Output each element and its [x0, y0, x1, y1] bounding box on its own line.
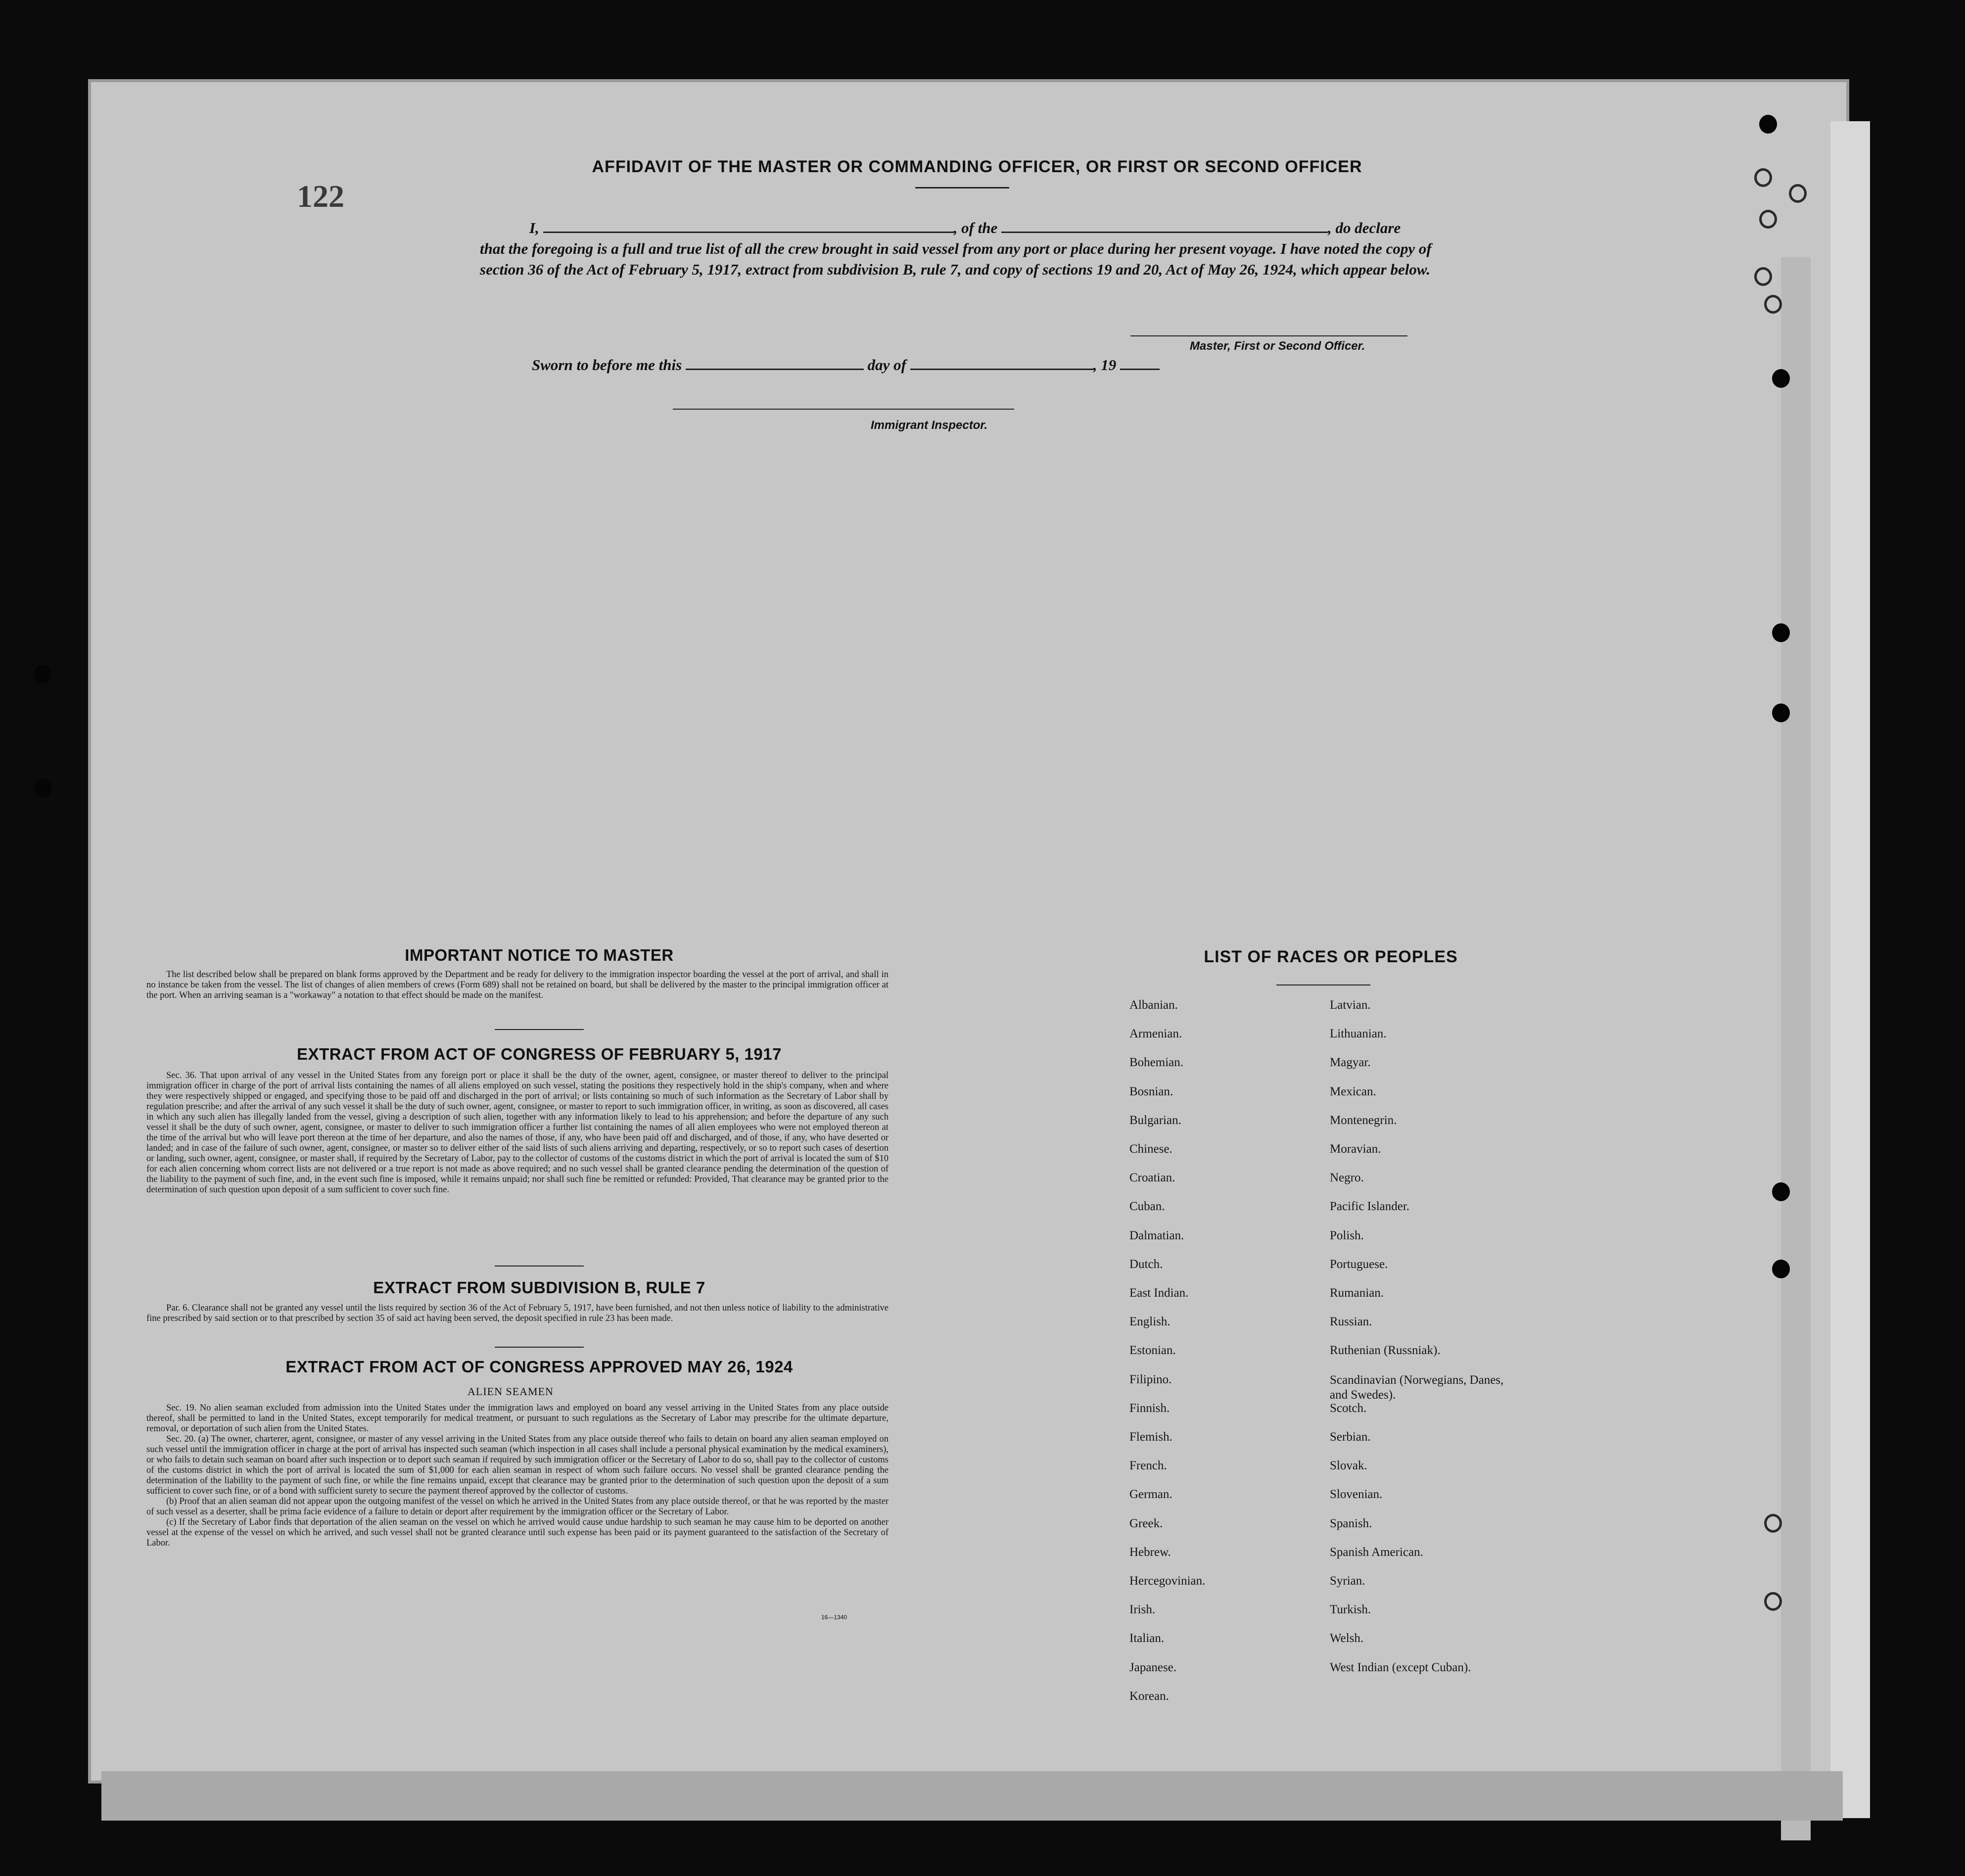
extract-1917-paragraph: Sec. 36. That upon arrival of any vessel in the United States from any foreign port or place it shall be the duty of the owner, agent, consignee, or master thereof to deliver to the principal immigration officer in charge of the port of arrival lists containing the names of all aliens employed on such vessel, stating the positions they respectively hold in the ship's company, when and where they were respectively shipped or engaged, and specifying those to be paid off and discharged in the port of arrival; or lists containing so much of such information as the Secretary of Labor shall by regulation prescribe; and after the arrival of any such vessel it shall be the duty of such owner, agent, consignee, or master to report to such immigration officer, in writing, as soon as discovered, all cases in which any such alien has illegally landed from the vessel, giving a description of such alien, together with any information likely to lead to his apprehension; and before the departure of any such vessel it shall be the duty of such owner, agent, consignee, or master to deliver to such immigration officer a further list containing the names of all alien employees who were not employed thereon at the time of the arrival but who will leave port thereon at the time of her departure, and also the names of those, if any, who have been paid off and discharged, and of those, if any, who have deserted or landed; and in case of the failure of such owner, agent, consignee, or master so to deliver either of the said lists of such aliens arriving and departing, respectively, or so to report such cases of desertion or landing, such owner, agent, consignee, or master shall, if required by the Secretary of Labor, pay to the collector of customs of the customs district in which the port of arrival is located the sum of $10 for each alien concerning whom correct lists are not delivered or a true report is not made as above required; and no such vessel shall be granted clearance pending the determination of the question of the liability to the payment of such fine, and, in the event such fine is imposed, while it remains unpaid; nor shall such fine be remitted or refunded: Provided, That clearance may be granted prior to the determination of such question upon deposit of a sum sufficient to cover such fine.	[146, 1071, 889, 1195]
notice-title: IMPORTANT NOTICE TO MASTER	[405, 946, 674, 964]
affidavit-body: that the foregoing is a full and true list of all the crew brought in said vessel from any port or place during her present voyage. I have noted the copy of section 36 of the Act of February 5, 1917, extract from subdivision B, rule 7, and copy of sections 19 and 20, Act of May 26, 1924, which appear below.	[480, 240, 1432, 278]
race-item: Slovenian.	[1330, 1488, 1383, 1501]
rule7-title: EXTRACT FROM SUBDIVISION B, RULE 7	[373, 1278, 705, 1297]
binder-ring-icon	[1759, 210, 1777, 229]
race-item: Mexican.	[1330, 1084, 1376, 1098]
race-item: Ruthenian (Russniak).	[1330, 1344, 1441, 1358]
binder-hole-icon	[1772, 369, 1790, 388]
binder-hole-icon	[1772, 1260, 1790, 1278]
race-item: Korean.	[1129, 1689, 1169, 1703]
binder-ring-icon	[1754, 168, 1772, 187]
race-item: Serbian.	[1330, 1430, 1371, 1444]
race-item: French.	[1129, 1459, 1167, 1473]
binder-ring-icon	[1754, 267, 1772, 286]
sec20c-paragraph: (c) If the Secretary of Labor finds that deportation of the alien seaman on the vessel on which he arrived would cause undue hardship to such seaman he may cause him to be deported on another vessel at the expense of the vessel on which he arrived, and such vessel shall not be granted clearance until such expense has been paid or its payment guaranteed to the satisfaction of the Secretary of Labor.	[146, 1517, 889, 1548]
race-item: Polish.	[1330, 1228, 1364, 1242]
race-item: East Indian.	[1129, 1286, 1189, 1300]
affidavit-of-the: , of the	[953, 219, 998, 236]
race-item: Finnish.	[1129, 1401, 1170, 1415]
binder-hole-icon	[34, 779, 51, 797]
race-item: Rumanian.	[1330, 1286, 1384, 1300]
sworn-line	[532, 356, 1160, 374]
affidavit-title: AFFIDAVIT OF THE MASTER OR COMMANDING OFFICER, OR FIRST OR SECOND OFFICER	[592, 157, 1362, 176]
binder-hole-icon	[1772, 704, 1790, 722]
race-item: Bulgarian.	[1129, 1113, 1181, 1127]
binder-ring-icon	[1789, 184, 1807, 203]
affidavit-do-declare: , do declare	[1328, 219, 1401, 236]
extract-1924-title: EXTRACT FROM ACT OF CONGRESS APPROVED MAY 26, 1924	[285, 1358, 793, 1376]
notice-body	[146, 970, 889, 1001]
binder-hole-icon	[1759, 115, 1777, 134]
race-item: Irish.	[1129, 1603, 1156, 1617]
race-item: Welsh.	[1330, 1632, 1364, 1645]
race-item: Scotch.	[1330, 1401, 1367, 1415]
race-item: Scandinavian (Norwegians, Danes, and Swedes).	[1330, 1373, 1504, 1402]
race-item: Chinese.	[1129, 1142, 1172, 1156]
race-item: Spanish.	[1330, 1516, 1372, 1530]
sworn-year: , 19	[1093, 356, 1117, 374]
vessel-blank	[1001, 222, 1328, 233]
race-item: Spanish American.	[1330, 1545, 1423, 1559]
sworn-year-blank	[1120, 359, 1160, 370]
race-item: Albanian.	[1129, 998, 1178, 1012]
binder-ring-icon	[1764, 295, 1782, 314]
name-blank	[543, 222, 954, 233]
sworn-date-blank	[686, 359, 864, 370]
sec19-paragraph: Sec. 19. No alien seaman excluded from admission into the United States under the immigration laws and employed on board any vessel arriving in the United States from any place outside thereof, shall be permitted to land in the United States, except temporarily for medical treatment, or pursuant to such regulations as the Secretary of Labor may prescribe for the ultimate departure, removal, or deportation of such alien from the United States.	[146, 1403, 889, 1434]
race-item: Latvian.	[1330, 998, 1371, 1012]
sec20b-paragraph: (b) Proof that an alien seaman did not appear upon the outgoing manifest of the vessel on which he arrived in the United States from any place outside thereof, or that he was reported by the master of such vessel as a deserter, shall be prima facie evidence of a failure to detain or deport after requirement by the immigration officer or the Secretary of Labor.	[146, 1497, 889, 1517]
affidavit-statement	[480, 218, 1450, 280]
inspector-signature-line	[673, 409, 1014, 410]
inspector-label: Immigrant Inspector.	[871, 419, 988, 432]
rule7-paragraph: Par. 6. Clearance shall not be granted any vessel until the lists required by section 36 of the Act of February 5, 1917, have been furnished, and not then unless notice of liability to the administrative fine prescribed by said section or to that prescribed by section 35 of said act having been served, the deposit specified in rule 23 has been made.	[146, 1303, 889, 1323]
race-item: Moravian.	[1330, 1142, 1381, 1156]
underlying-page-edge	[1781, 257, 1811, 1840]
sworn-day-of: day of	[867, 356, 906, 374]
race-item: Bohemian.	[1129, 1056, 1184, 1070]
affidavit-first-line	[480, 218, 1450, 238]
race-item: Turkish.	[1330, 1603, 1371, 1617]
alien-seamen-subtitle: ALIEN SEAMEN	[468, 1385, 554, 1398]
race-item: Lithuanian.	[1330, 1027, 1387, 1041]
race-item: Greek.	[1129, 1516, 1163, 1530]
race-item: Portuguese.	[1330, 1257, 1388, 1271]
extract-1917-body	[146, 1071, 889, 1195]
race-item: Dutch.	[1129, 1257, 1163, 1271]
race-item: Italian.	[1129, 1632, 1165, 1645]
rule7-body	[146, 1303, 889, 1324]
race-item: Dalmatian.	[1129, 1228, 1184, 1242]
sworn-month-blank	[910, 359, 1093, 370]
race-item: Japanese.	[1129, 1660, 1177, 1674]
race-item: Syrian.	[1330, 1574, 1365, 1588]
page-number: 122	[297, 179, 344, 214]
race-item: Cuban.	[1129, 1200, 1165, 1214]
race-item: Negro.	[1330, 1171, 1364, 1185]
section-rule	[495, 1347, 584, 1348]
race-item: Armenian.	[1129, 1027, 1182, 1041]
master-signature-line	[1130, 335, 1407, 336]
race-item: Magyar.	[1330, 1056, 1371, 1070]
extract-1917-title: EXTRACT FROM ACT OF CONGRESS OF FEBRUARY 5, 1917	[297, 1045, 782, 1063]
extract-1924-body	[146, 1403, 889, 1548]
race-item: Croatian.	[1129, 1171, 1175, 1185]
master-signature-label: Master, First or Second Officer.	[1190, 339, 1365, 353]
binder-hole-icon	[1772, 1182, 1790, 1201]
sec20a-paragraph: Sec. 20. (a) The owner, charterer, agent, consignee, or master of any vessel arriving in the United States from any place outside thereof who fails to detain on board any alien seaman employed on such vessel until the immigration officer in charge at the port of arrival has inspected such seaman (which inspection in all cases shall include a personal physical examination by the medical examiners), or who fails to detain such seaman on board after such inspection or to deport such seaman if required by such immigration officer or the Secretary of Labor to do so, shall pay to the collector of customs of the customs district in which the port of arrival is located the sum of $1,000 for each alien seaman in respect of whom such failure occurs. No vessel shall be granted clearance pending the determination of the liability to the payment of such fine, or while the fine remains unpaid, except that clearance may be granted prior to the determination of such question upon the deposit of a sum sufficient to cover such fine, or of a bond with sufficient surety to secure the payment thereof approved by the collector of customs.	[146, 1434, 889, 1496]
race-item: Hebrew.	[1129, 1545, 1171, 1559]
race-item: Hercegovinian.	[1129, 1574, 1206, 1588]
underlying-page-edge-right	[1830, 121, 1870, 1818]
binder-hole-icon	[34, 665, 51, 684]
races-title: LIST OF RACES OR PEOPLES	[1204, 947, 1458, 966]
race-item: Bosnian.	[1129, 1084, 1173, 1098]
race-item: Estonian.	[1129, 1344, 1176, 1358]
race-item: Filipino.	[1129, 1372, 1172, 1386]
race-item: English.	[1129, 1315, 1170, 1329]
race-item: Slovak.	[1330, 1459, 1367, 1473]
form-number: 16—1340	[821, 1614, 847, 1621]
affidavit-i: I,	[529, 219, 539, 236]
binder-ring-icon	[1764, 1514, 1782, 1533]
binder-ring-icon	[1764, 1592, 1782, 1611]
binder-hole-icon	[1772, 623, 1790, 642]
race-item: Flemish.	[1129, 1430, 1172, 1444]
sworn-prefix: Sworn to before me this	[532, 356, 682, 374]
race-item: West Indian (except Cuban).	[1330, 1660, 1471, 1674]
race-item: Montenegrin.	[1330, 1113, 1397, 1127]
race-item: Russian.	[1330, 1315, 1372, 1329]
title-rule	[915, 187, 1009, 188]
race-item: German.	[1129, 1488, 1172, 1501]
notice-paragraph: The list described below shall be prepared on blank forms approved by the Department and be ready for delivery to the immigration inspector boarding the vessel at the port of arrival, and shall in no instance be taken from the vessel. The list of changes of alien members of crews (Form 689) shall not be retained on board, but shall be delivered by the master to the principal immigration officer at the port. When an arriving seaman is a "workaway" a notation to that effect should be made on the manifest.	[146, 970, 889, 1000]
race-item: Pacific Islander.	[1330, 1200, 1410, 1214]
section-rule	[495, 1029, 584, 1030]
underlying-page-edge-bottom	[101, 1771, 1843, 1821]
